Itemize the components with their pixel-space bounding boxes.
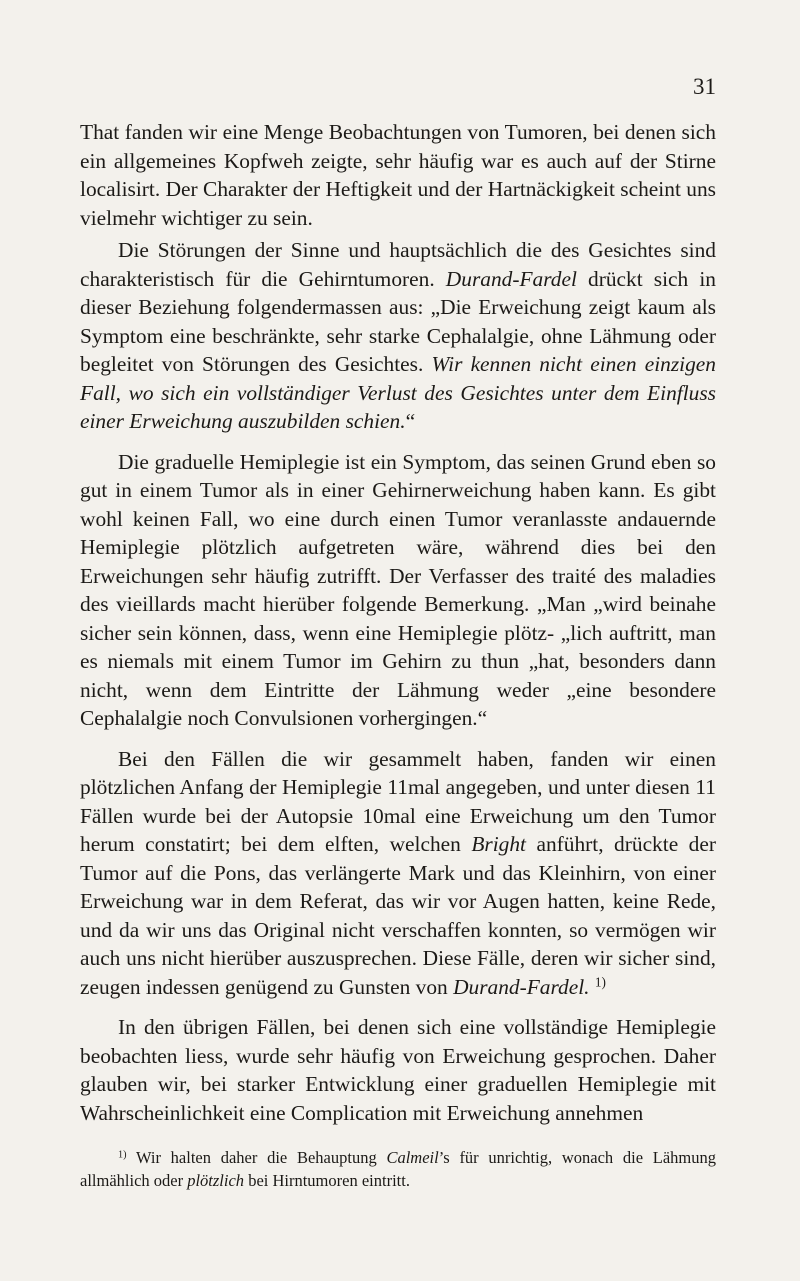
paragraph-2-text-a: Die Störungen der Sinne und hauptsächlich die des Gesichtes sind charakteristisch für die Gehirntumoren. — [80, 238, 716, 291]
footnote-text-a: Wir halten daher die Behauptung — [126, 1148, 387, 1167]
footnote-marker: 1) — [118, 1149, 127, 1161]
author-durand-fardel-2: Durand-Fardel. — [453, 974, 590, 999]
paragraph-1: That fanden wir eine Menge Beobachtungen von Tumoren, bei denen sich ein allgemeines Kopfweh zeigte, sehr häufig war es auch auf der Stirne localisirt. Der Charakter der Heftigkeit und der Hartnäckigkeit scheint uns vielmehr wichtiger zu sein. — [80, 120, 716, 230]
paragraph-4 — [80, 745, 716, 1002]
footnote-ploetzlich: plötzlich — [187, 1171, 245, 1190]
footnote-text-c: bei Hirntumoren eintritt. — [244, 1171, 410, 1190]
footnote-text-b: ’s für unrichtig, wonach die Lähmung allmählich oder — [80, 1148, 717, 1190]
footnote — [80, 1146, 716, 1192]
paragraph-2 — [80, 236, 716, 436]
italic-quote: Wir kennen nicht einen einzigen Fall, wo sich ein vollständiger Verlust des Gesichtes unter dem Einfluss einer Erweichung auszubilden schien. — [80, 352, 716, 433]
paragraph-4-text-a: Bei den Fällen die wir gesammelt haben, fanden wir einen plötzlichen Anfang der Hemiplegie 11mal angegeben, und unter diesen 11 Fällen wurde bei der Autopsie 10mal eine Erweichung um den Tumor herum constatirt; bei dem elften, welchen — [80, 746, 716, 856]
paragraph-3: Die graduelle Hemiplegie ist ein Symptom, das seinen Grund eben so gut in einem Tumor als in einer Gehirnerweichung haben kann. Es gibt wohl keinen Fall, wo eine durch einen Tumor veranlasste andauernde Hemiplegie plötzlich aufgetreten wäre, während dies bei den Erweichungen sehr häufig zutrifft. Der Verfasser des traité des maladies des vieillards macht hierüber folgende Bemerkung. „Man „wird beinahe sicher sein können, dass, wenn eine Hemiplegie plötz- „lich auftritt, man es niemals mit einem Tumor im Gehirn zu thun „hat, besonders dann nicht, wenn dem Eintritte der Lähmung weder „eine besondere Cephalalgie noch Convulsionen vorhergingen.“ — [80, 449, 716, 730]
footnote-reference: 1) — [594, 974, 606, 990]
author-bright: Bright — [471, 832, 526, 856]
body-text — [80, 118, 716, 1127]
page-number: 31 — [693, 74, 716, 99]
footnote-calmeil: Calmeil — [386, 1148, 439, 1167]
paragraph-5: In den übrigen Fällen, bei denen sich eine vollständige Hemiplegie beobachten liess, wurde sehr häufig von Erweichung gesprochen. Daher glauben wir, bei starker Entwicklung einer graduellen Hemiplegie mit Wahrscheinlichkeit eine Complication mit Erweichung annehmen — [80, 1015, 716, 1125]
author-durand-fardel: Durand-Fardel — [445, 266, 577, 291]
paragraph-4-text-b: anführt, drückte der Tumor auf die Pons, das verlängerte Mark und das Kleinhirn, von einer Erweichung war in dem Referat, das wir vor Augen hatten, keine Rede, und da wir uns das Original nicht verschaffen konnten, so vermögen wir auch uns nicht hierüber auszusprechen. Diese Fälle, deren wir sicher sind, zeugen indessen genügend zu Gunsten von — [80, 832, 716, 999]
paragraph-2-text-c: “ — [405, 409, 416, 433]
paragraph-2-text-b: drückt sich in dieser Beziehung folgendermassen aus: „Die Erweichung zeigt kaum als Symptom eine beschränkte, sehr starke Cephalalgie, ohne Lähmung oder begleitet von Störungen des Gesichtes. — [80, 266, 716, 376]
